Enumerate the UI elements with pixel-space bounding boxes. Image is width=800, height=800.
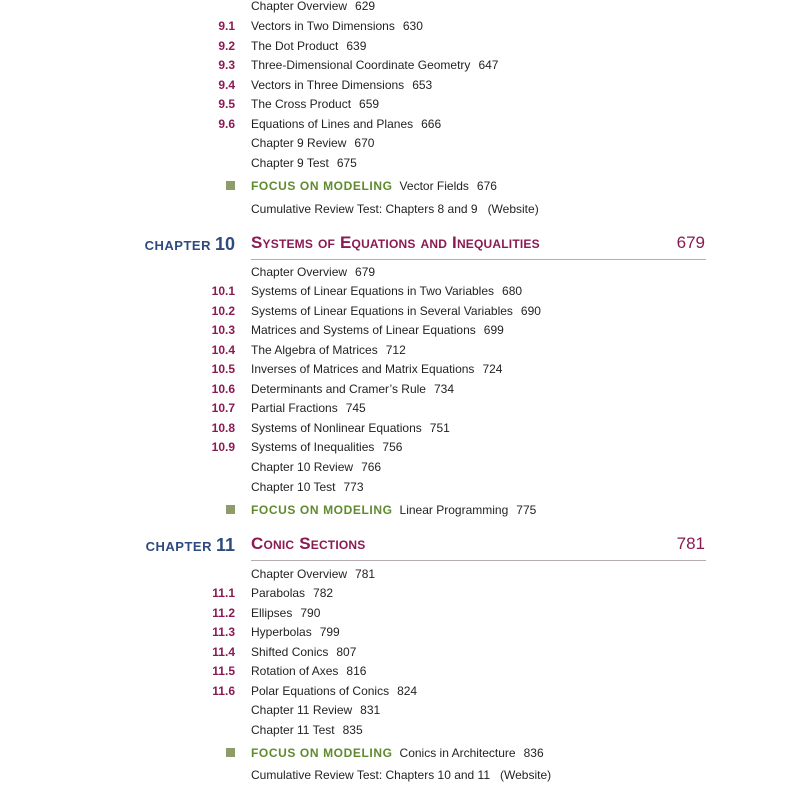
entry-title: Chapter Overview xyxy=(251,265,348,279)
square-bullet-icon xyxy=(226,181,235,190)
entry-page: 670 xyxy=(354,136,375,150)
section-number: 9.4 xyxy=(218,78,235,92)
section-number: 11.1 xyxy=(212,586,235,600)
chapter-number: 11 xyxy=(215,535,235,555)
entry-title: Parabolas xyxy=(251,586,306,600)
entry-title: Determinants and Cramer’s Rule xyxy=(251,382,426,396)
entry-page: 831 xyxy=(360,703,381,717)
entry-page: (Website) xyxy=(500,768,552,782)
toc-entry[interactable] xyxy=(0,605,800,625)
entry-title: The Dot Product xyxy=(251,39,339,53)
toc-entry[interactable] xyxy=(0,585,800,605)
entry-page: 647 xyxy=(478,58,499,72)
entry-title: Chapter 9 Review xyxy=(251,136,347,150)
entry-page: 712 xyxy=(385,343,406,357)
entry-page: 799 xyxy=(319,625,340,639)
chapter-divider xyxy=(251,560,706,561)
entry-title: Vectors in Two Dimensions xyxy=(251,19,395,33)
entry-page: 630 xyxy=(402,19,423,33)
focus-topic: Conics in Architecture xyxy=(399,746,516,760)
toc-entry[interactable] xyxy=(0,702,800,722)
entry-page: 807 xyxy=(336,645,357,659)
entry-page: 690 xyxy=(520,304,541,318)
section-number: 11.3 xyxy=(212,625,235,639)
section-number: 10.5 xyxy=(211,362,235,376)
entry-page: 659 xyxy=(359,97,380,111)
section-number: 10.8 xyxy=(211,421,235,435)
entry-title: Cumulative Review Test: Chapters 10 and 11 xyxy=(251,768,491,782)
entry-title: Chapter Overview xyxy=(251,567,348,581)
focus-on-modeling-entry[interactable] xyxy=(0,178,800,198)
entry-title: Systems of Nonlinear Equations xyxy=(251,421,422,435)
entry-title: Chapter 11 Review xyxy=(251,703,353,717)
entry-title: Chapter Overview xyxy=(251,0,348,13)
entry-title: Chapter 11 Test xyxy=(251,723,335,737)
section-number: 10.4 xyxy=(211,343,235,357)
toc-entry[interactable] xyxy=(0,361,800,381)
entry-title: Hyperbolas xyxy=(251,625,312,639)
chapter-word: CHAPTER xyxy=(144,238,211,253)
entry-page: 724 xyxy=(482,362,503,376)
entry-title: Vectors in Three Dimensions xyxy=(251,78,405,92)
entry-page: 666 xyxy=(421,117,442,131)
toc-entry[interactable] xyxy=(0,77,800,97)
entry-title: Systems of Inequalities xyxy=(251,440,375,454)
chapter-heading[interactable] xyxy=(0,534,800,566)
focus-on-modeling-entry[interactable] xyxy=(0,745,800,765)
section-number: 9.3 xyxy=(218,58,235,72)
entry-title: Rotation of Axes xyxy=(251,664,339,678)
entry-page: 639 xyxy=(346,39,367,53)
chapter-number: 10 xyxy=(214,234,235,254)
entry-page: 773 xyxy=(343,480,364,494)
toc-entry[interactable] xyxy=(0,155,800,175)
section-number: 11.2 xyxy=(212,606,235,620)
chapter-title: Conic Sections xyxy=(251,534,366,553)
toc-entry[interactable] xyxy=(0,722,800,742)
chapter-word: CHAPTER xyxy=(145,539,212,554)
entry-title: Chapter 10 Test xyxy=(251,480,336,494)
toc-entry[interactable] xyxy=(0,683,800,703)
entry-page: 699 xyxy=(483,323,504,337)
section-number: 10.9 xyxy=(211,440,235,454)
toc-entry[interactable] xyxy=(0,264,800,284)
square-bullet-icon xyxy=(226,505,235,514)
section-number: 9.1 xyxy=(218,19,235,33)
section-number: 10.7 xyxy=(211,401,235,415)
entry-title: Shifted Conics xyxy=(251,645,329,659)
cumulative-review-entry[interactable] xyxy=(0,201,800,221)
toc-entry[interactable] xyxy=(0,135,800,155)
entry-page: 790 xyxy=(300,606,321,620)
chapter-divider xyxy=(251,259,706,260)
entry-page: 781 xyxy=(355,567,376,581)
entry-title: Polar Equations of Conics xyxy=(251,684,390,698)
toc-entry[interactable] xyxy=(0,322,800,342)
toc-entry[interactable] xyxy=(0,38,800,58)
toc-entry[interactable] xyxy=(0,116,800,136)
toc-entry[interactable] xyxy=(0,624,800,644)
entry-title: Ellipses xyxy=(251,606,293,620)
entry-page: 675 xyxy=(336,156,357,170)
toc-entry[interactable] xyxy=(0,566,800,586)
entry-title: The Cross Product xyxy=(251,97,352,111)
entry-title: Systems of Linear Equations in Several Variables xyxy=(251,304,513,318)
entry-title: Matrices and Systems of Linear Equations xyxy=(251,323,476,337)
entry-title: Inverses of Matrices and Matrix Equations xyxy=(251,362,475,376)
section-number: 11.6 xyxy=(212,684,235,698)
entry-page: 835 xyxy=(342,723,363,737)
entry-page: 679 xyxy=(355,265,376,279)
chapter-page: 781 xyxy=(676,534,705,553)
chapter-page: 679 xyxy=(676,233,705,252)
entry-page: (Website) xyxy=(487,202,539,216)
section-number: 11.5 xyxy=(212,664,235,678)
square-bullet-icon xyxy=(226,748,235,757)
entry-title: Three-Dimensional Coordinate Geometry xyxy=(251,58,471,72)
chapter-label xyxy=(145,234,235,255)
entry-page: 680 xyxy=(502,284,523,298)
cumulative-review-entry[interactable] xyxy=(0,767,800,787)
toc-entry[interactable] xyxy=(0,96,800,116)
toc-entry[interactable] xyxy=(0,479,800,499)
section-number: 9.2 xyxy=(218,39,235,53)
toc-entry[interactable] xyxy=(0,57,800,77)
toc-entry[interactable] xyxy=(0,0,800,18)
focus-label: FOCUS ON MODELING xyxy=(251,503,393,517)
entry-page: 629 xyxy=(355,0,376,13)
entry-page: 756 xyxy=(382,440,403,454)
entry-title: Equations of Lines and Planes xyxy=(251,117,414,131)
entry-page: 653 xyxy=(412,78,433,92)
chapter-heading[interactable] xyxy=(0,233,800,265)
entry-page: 782 xyxy=(313,586,334,600)
entry-page: 734 xyxy=(433,382,454,396)
section-number: 11.4 xyxy=(212,645,235,659)
entry-page: 745 xyxy=(345,401,366,415)
section-number: 10.1 xyxy=(211,284,235,298)
entry-title: The Algebra of Matrices xyxy=(251,343,378,357)
entry-page: 751 xyxy=(429,421,450,435)
toc-entry[interactable] xyxy=(0,663,800,683)
toc-entry[interactable] xyxy=(0,420,800,440)
focus-page: 836 xyxy=(523,746,544,760)
toc-entry[interactable] xyxy=(0,644,800,664)
section-number: 10.6 xyxy=(211,382,235,396)
toc-entry[interactable] xyxy=(0,18,800,38)
entry-title: Systems of Linear Equations in Two Variables xyxy=(251,284,495,298)
section-number: 9.5 xyxy=(218,97,235,111)
focus-on-modeling-entry[interactable] xyxy=(0,502,800,522)
entry-title: Chapter 10 Review xyxy=(251,460,354,474)
focus-page: 676 xyxy=(476,179,497,193)
chapter-title: Systems of Equations and Inequalities xyxy=(251,233,540,252)
section-number: 10.3 xyxy=(211,323,235,337)
entry-page: 816 xyxy=(346,664,367,678)
chapter-label xyxy=(146,535,235,556)
focus-label: FOCUS ON MODELING xyxy=(251,179,393,193)
focus-label: FOCUS ON MODELING xyxy=(251,746,393,760)
focus-topic: Vector Fields xyxy=(399,179,469,193)
focus-page: 775 xyxy=(516,503,537,517)
toc-entry[interactable] xyxy=(0,459,800,479)
toc-entry[interactable] xyxy=(0,303,800,323)
section-number: 10.2 xyxy=(211,304,235,318)
entry-page: 824 xyxy=(397,684,418,698)
toc-entry[interactable] xyxy=(0,342,800,362)
section-number: 9.6 xyxy=(218,117,235,131)
entry-title: Chapter 9 Test xyxy=(251,156,329,170)
toc-entry[interactable] xyxy=(0,381,800,401)
entry-title: Partial Fractions xyxy=(251,401,338,415)
toc-entry[interactable] xyxy=(0,283,800,303)
focus-topic: Linear Programming xyxy=(399,503,509,517)
toc-entry[interactable] xyxy=(0,400,800,420)
entry-page: 766 xyxy=(361,460,382,474)
entry-title: Cumulative Review Test: Chapters 8 and 9 xyxy=(251,202,478,216)
toc-entry[interactable] xyxy=(0,439,800,459)
